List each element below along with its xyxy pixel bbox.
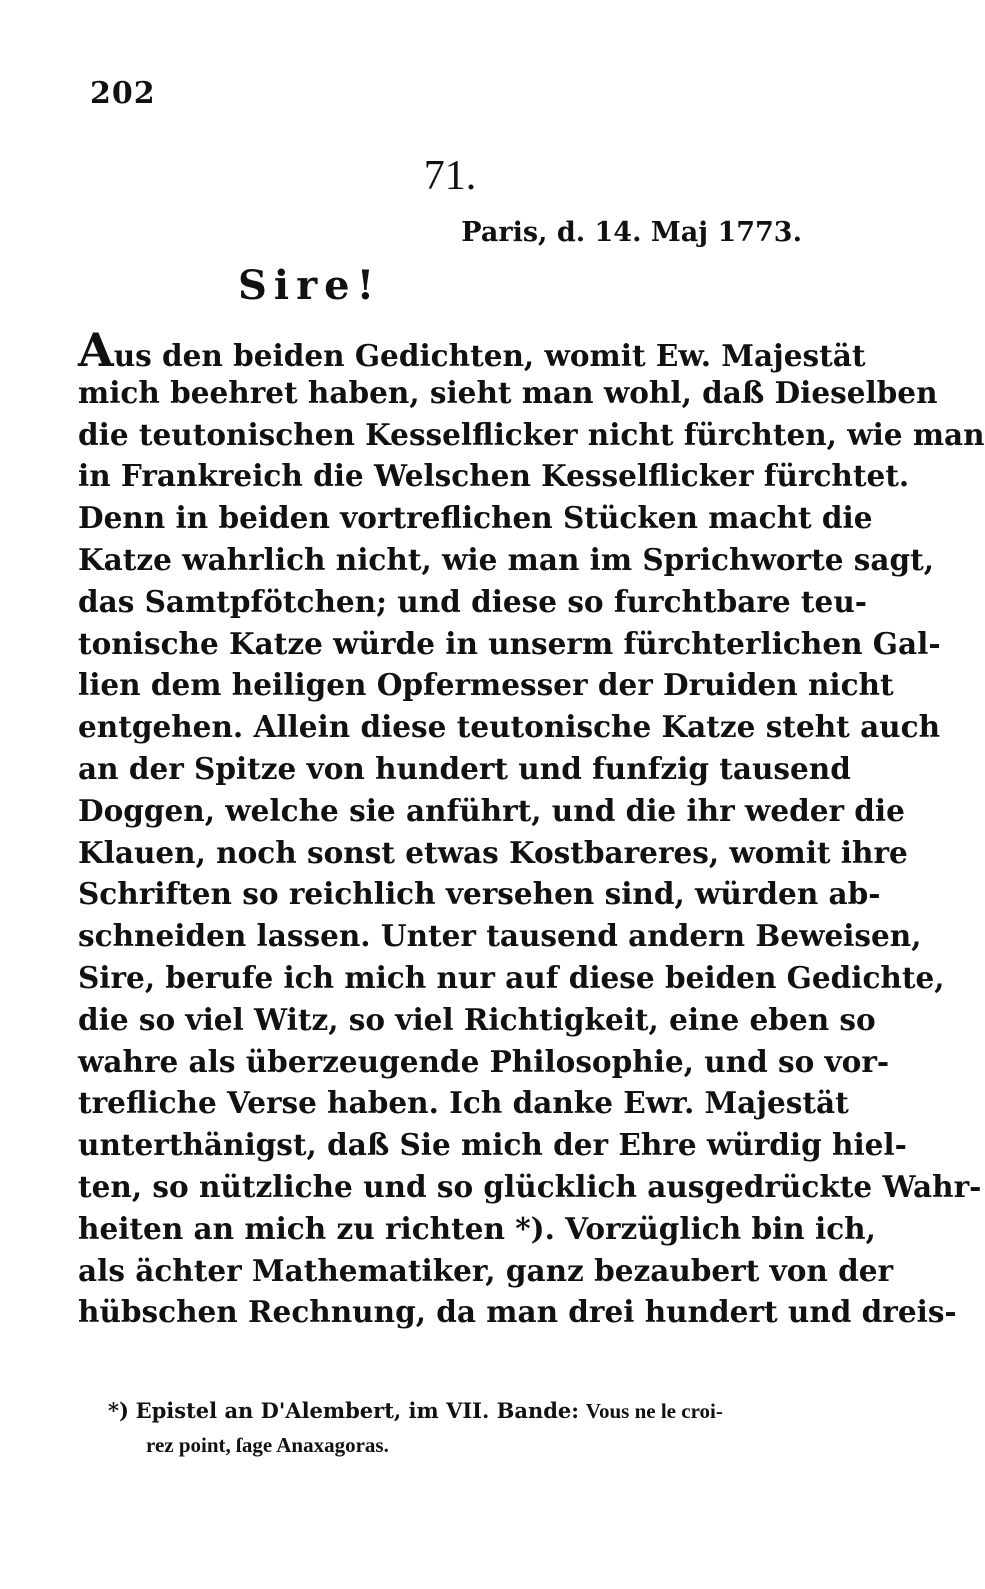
body-line: die teutonischen Kesselflicker nicht fürchten, wie man — [78, 416, 985, 452]
dateline: Paris, d. 14. Maj 1773. — [461, 217, 802, 248]
body-line: an der Spitze von hundert und funfzig tausend — [78, 750, 851, 786]
body-line: trefliche Verse haben. Ich danke Ewr. Majestät — [78, 1085, 849, 1121]
body-line: ten, so nützliche und so glücklich ausgedrückte Wahr- — [78, 1168, 982, 1204]
body-line: schneiden lassen. Unter tausend andern Beweisen, — [78, 918, 922, 954]
footnote — [108, 1394, 808, 1462]
salutation: Sire! — [238, 262, 382, 309]
body-line: Schriften so reichlich versehen sind, würden ab- — [78, 876, 881, 912]
body-line: entgehen. Allein diese teutonische Katze steht auch — [78, 709, 941, 745]
body-line: Klauen, noch sonst etwas Kostbareres, womit ihre — [78, 834, 908, 870]
body-line: tonische Katze würde in unserm fürchterlichen Gal- — [78, 625, 941, 661]
letter-body — [78, 323, 985, 1333]
body-line: Aus den beiden Gedichten, womit Ew. Majestät — [78, 323, 866, 377]
footnote-quote-continued: rez point, ſage Anaxagoras. — [146, 1433, 389, 1457]
page-number: 202 — [90, 76, 156, 111]
footnote-line — [108, 1394, 808, 1428]
body-line: Doggen, welche sie anführt, und die ihr weder die — [78, 792, 905, 828]
body-line: Sire, berufe ich mich nur auf diese beiden Gedichte, — [78, 959, 945, 995]
body-line: unterthänigst, daß Sie mich der Ehre würdig hiel- — [78, 1127, 907, 1163]
body-line: Denn in beiden vortreflichen Stücken macht die — [78, 500, 873, 536]
footnote-quote: Vous ne le croi- — [585, 1399, 723, 1423]
body-line: hübschen Rechnung, da man drei hundert und dreis- — [78, 1294, 957, 1330]
footnote-marker: *) — [108, 1398, 129, 1423]
body-line: wahre als überzeugende Philosophie, und so vor- — [78, 1043, 890, 1079]
body-line: die so viel Witz, so viel Richtigkeit, eine eben so — [78, 1001, 876, 1037]
body-line: das Samtpfötchen; und diese so furchtbare teu- — [78, 583, 868, 619]
body-line: heiten an mich zu richten *). Vorzüglich bin ich, — [78, 1210, 876, 1246]
body-line: als ächter Mathematiker, ganz bezaubert von der — [78, 1252, 894, 1288]
body-line: mich beehret haben, sieht man wohl, daß Dieselben — [78, 374, 938, 410]
letter-number: 71. — [423, 153, 477, 199]
body-line: Katze wahrlich nicht, wie man im Sprichworte sagt, — [78, 541, 934, 577]
body-line: in Frankreich die Welschen Kesselflicker fürchtet. — [78, 458, 910, 494]
footnote-text: Epistel an D'Alembert, im VII. Bande: — [135, 1398, 580, 1423]
body-line: lien dem heiligen Opfermesser der Druiden nicht — [78, 667, 894, 703]
